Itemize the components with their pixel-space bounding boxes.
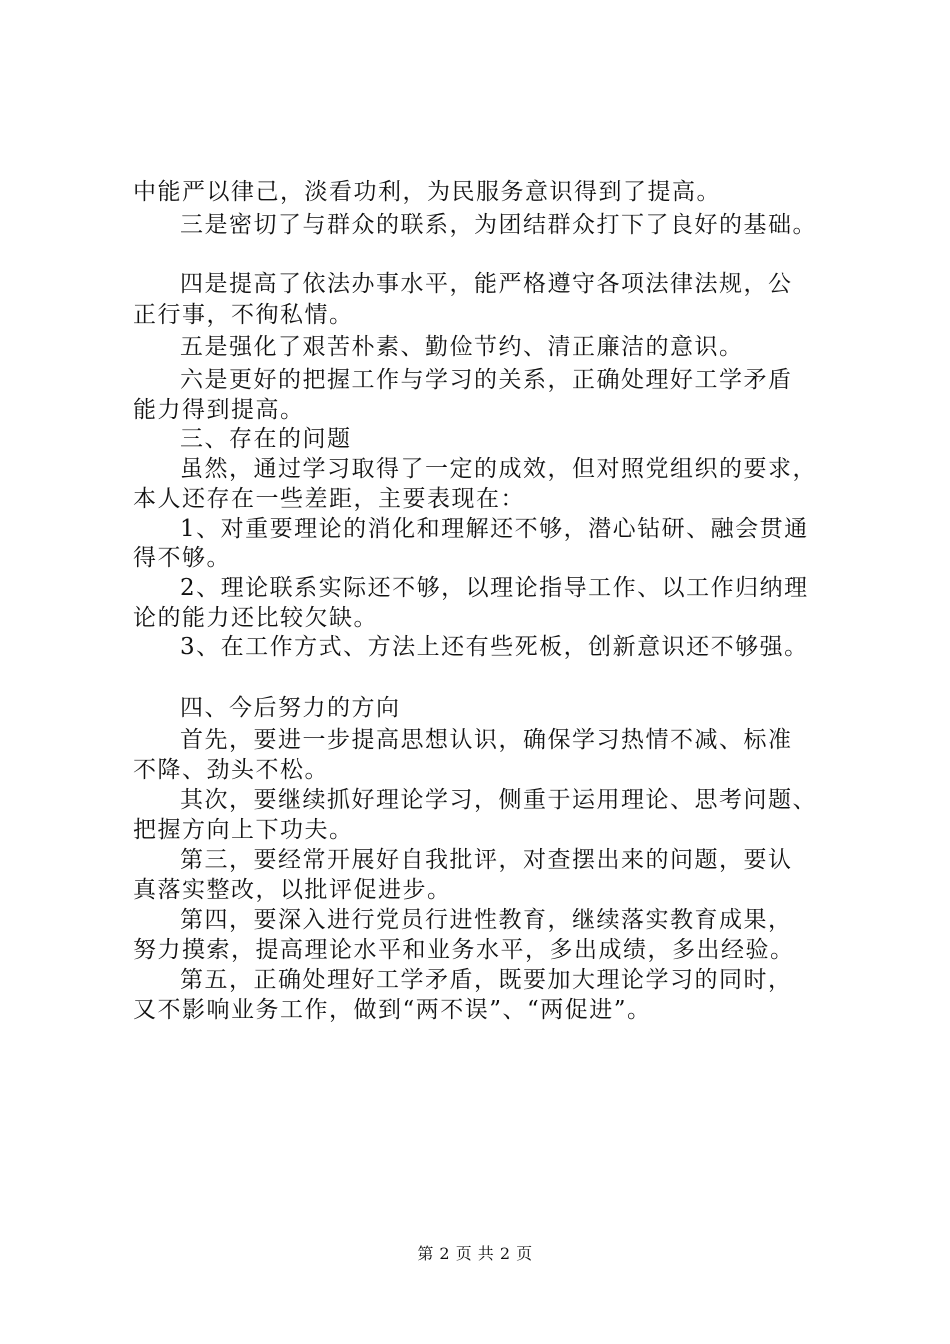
text-line: 能力得到提高。 [133, 397, 305, 423]
section-heading: 三、存在的问题 [180, 426, 352, 452]
text-line: 真落实整改，以批评促进步。 [133, 877, 452, 903]
list-item: 3、在工作方式、方法上还有些死板，创新意识还不够强。 [180, 634, 809, 660]
text-line: 把握方向上下功夫。 [133, 817, 354, 843]
text-line: 得不够。 [133, 545, 231, 571]
text-line: 五是强化了艰苦朴素、勤俭节约、清正廉洁的意识。 [180, 334, 744, 360]
text-line: 其次，要继续抓好理论学习，侧重于运用理论、思考问题、 [180, 787, 817, 813]
text-line: 四是提高了依法办事水平，能严格遵守各项法律法规，公 [180, 271, 793, 297]
text-line: 首先，要进一步提高思想认识，确保学习热情不减、标准 [180, 727, 793, 753]
text-line: 第三，要经常开展好自我批评，对查摆出来的问题，要认 [180, 847, 793, 873]
text-line: 六是更好的把握工作与学习的关系，正确处理好工学矛盾 [180, 367, 793, 393]
text-line: 论的能力还比较欠缺。 [133, 605, 378, 631]
list-item: 1、对重要理论的消化和理解还不够，潜心钻研、融会贯通 [180, 516, 809, 542]
text-line: 第五，正确处理好工学矛盾，既要加大理论学习的同时， [180, 967, 793, 993]
text-line: 又不影响业务工作，做到“两不误”、“两促进”。 [133, 997, 652, 1023]
section-heading: 四、今后努力的方向 [180, 695, 401, 721]
page-number-footer: 第 2 页 共 2 页 [417, 1244, 533, 1263]
text-line: 中能严以律己，淡看功利，为民服务意识得到了提高。 [133, 179, 721, 205]
text-line: 虽然，通过学习取得了一定的成效，但对照党组织的要求， [180, 456, 817, 482]
text-line: 本人还存在一些差距，主要表现在： [133, 486, 525, 512]
text-line: 正行事，不徇私情。 [133, 302, 354, 328]
text-line: 不降、劲头不松。 [133, 757, 329, 783]
text-line: 努力摸索，提高理论水平和业务水平，多出成绩，多出经验。 [133, 937, 795, 963]
text-line: 第四，要深入进行党员行进性教育，继续落实教育成果， [180, 907, 793, 933]
list-item: 2、理论联系实际还不够，以理论指导工作、以工作归纳理 [180, 575, 809, 601]
text-line: 三是密切了与群众的联系，为团结群众打下了良好的基础。 [180, 212, 817, 238]
